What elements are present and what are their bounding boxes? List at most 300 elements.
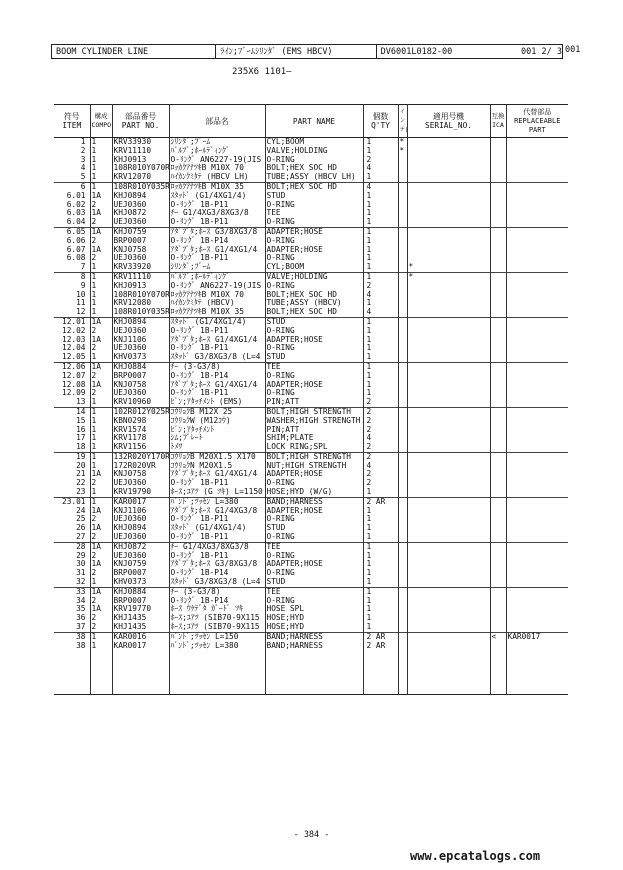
cell-qty: 1 <box>363 524 398 533</box>
cell-int <box>398 182 407 191</box>
cell-item: 35 <box>76 604 86 614</box>
cell-part-name: SHIM;PLATE <box>265 434 363 443</box>
cell-ica <box>490 308 506 317</box>
cell-ica <box>490 209 506 218</box>
cell-compo: 2 <box>90 389 112 398</box>
cell-part-no: KHJ0913 <box>112 282 169 291</box>
cell-serial <box>407 597 490 606</box>
cell-compo: 1A <box>90 246 112 255</box>
cell-part-no: KNJ0758 <box>112 381 169 390</box>
cell-qty: 1 <box>363 336 398 345</box>
cell-ica <box>490 417 506 426</box>
cell-ica <box>490 407 506 416</box>
cell-ica <box>490 398 506 407</box>
cell-replaceable <box>506 353 568 362</box>
cell-name-jp: O-ﾘﾝｸﾞ 1B-P11 <box>169 201 265 210</box>
cell-serial <box>407 479 490 488</box>
cell-name-jp: O-ﾘﾝｸﾞ 1B-P14 <box>169 237 265 246</box>
cell-compo: 1 <box>90 156 112 165</box>
cell-part-no: UEJ0360 <box>112 479 169 488</box>
cell-qty: 1 <box>363 272 398 281</box>
cell-part-name: O-RING <box>265 237 363 246</box>
cell-serial <box>407 434 490 443</box>
cell-item: 10 <box>76 289 86 299</box>
cell-ica <box>490 164 506 173</box>
cell-part-no: KHV0373 <box>112 578 169 587</box>
cell-replaceable <box>506 381 568 390</box>
cell-int <box>398 542 407 551</box>
cell-int <box>398 605 407 614</box>
cell-part-no: KNJ1106 <box>112 507 169 516</box>
cell-replaceable <box>506 362 568 371</box>
cell-part-name: BAND;HARNESS <box>265 642 363 651</box>
cell-item: 12.02 <box>62 325 86 335</box>
cell-compo: 1 <box>90 452 112 461</box>
cell-compo: 1 <box>90 164 112 173</box>
cell-compo: 1A <box>90 542 112 551</box>
cell-qty: 4 <box>363 182 398 191</box>
cell-item: 6.04 <box>66 217 86 227</box>
cell-compo: 1 <box>90 462 112 471</box>
cell-int <box>398 272 407 281</box>
cell-replaceable <box>506 488 568 497</box>
cell-replaceable <box>506 443 568 452</box>
cell-serial <box>407 246 490 255</box>
cell-part-name: O-RING <box>265 515 363 524</box>
cell-replaceable <box>506 587 568 596</box>
table-row <box>54 398 568 407</box>
cell-int <box>398 642 407 651</box>
cell-serial <box>407 218 490 227</box>
cell-name-jp: O-ﾘﾝｸﾞ 1B-P11 <box>169 479 265 488</box>
cell-part-no: KRV1178 <box>112 434 169 443</box>
cell-part-name: O-RING <box>265 569 363 578</box>
cell-part-name: ADAPTER;HOSE <box>265 507 363 516</box>
cell-part-name: TEE <box>265 587 363 596</box>
cell-compo: 2 <box>90 237 112 246</box>
cell-serial <box>407 201 490 210</box>
cell-part-no: KBN0298 <box>112 417 169 426</box>
cell-int <box>398 479 407 488</box>
cell-replaceable <box>506 327 568 336</box>
cell-int <box>398 452 407 461</box>
cell-replaceable <box>506 605 568 614</box>
cell-name-jp: ｺｳﾘｮｸB M20X1.5 X170 <box>169 452 265 461</box>
cell-ica <box>490 462 506 471</box>
cell-serial <box>407 327 490 336</box>
cell-part-no: 108R010Y070R <box>113 289 170 299</box>
cell-serial <box>407 552 490 561</box>
cell-qty: 1 <box>363 218 398 227</box>
cell-ica <box>490 488 506 497</box>
cell-replaceable <box>506 173 568 182</box>
cell-compo: 1A <box>90 507 112 516</box>
cell-part-name: O-RING <box>265 327 363 336</box>
cell-compo: 2 <box>90 201 112 210</box>
cell-item: 25 <box>76 514 86 524</box>
cell-name-jp: ﾛｯｶｸｱﾅﾂｷB M10X 70 <box>169 291 265 300</box>
cell-part-name: STUD <box>265 317 363 326</box>
cell-replaceable <box>506 299 568 308</box>
cell-int <box>398 308 407 317</box>
cell-qty: 2 <box>363 470 398 479</box>
cell-ica <box>490 642 506 651</box>
cell-serial <box>407 632 490 641</box>
cell-part-name: NUT;HIGH STRENGTH <box>265 462 363 471</box>
cell-compo: 2 <box>90 533 112 542</box>
cell-compo: 1 <box>90 497 112 506</box>
cell-name-jp: ﾊﾞﾙﾌﾞ;ﾎｰﾙﾃﾞｨﾝｸﾞ <box>169 272 265 281</box>
cell-ica <box>490 597 506 606</box>
cell-int <box>398 291 407 300</box>
cell-item: 12.04 <box>62 343 86 353</box>
cell-ica <box>490 507 506 516</box>
cell-ica <box>490 299 506 308</box>
cell-name-jp: O-ﾘﾝｸﾞ 1B-P14 <box>169 372 265 381</box>
cell-ica <box>490 552 506 561</box>
cell-compo: 1 <box>90 407 112 416</box>
cell-part-name: ADAPTER;HOSE <box>265 381 363 390</box>
cell-name-jp: O-ﾘﾝｸﾞ AN6227-19(JIS <box>169 282 265 291</box>
cell-part-name: TEE <box>265 209 363 218</box>
cell-part-name: O-RING <box>265 533 363 542</box>
cell-ica <box>490 156 506 165</box>
cell-serial <box>407 497 490 506</box>
table-filler <box>54 650 568 695</box>
cell-item: 37 <box>76 622 86 632</box>
cell-compo: 1 <box>90 138 112 147</box>
cell-part-name: ADAPTER;HOSE <box>265 470 363 479</box>
cell-serial <box>407 443 490 452</box>
cell-name-jp: ﾊｲｶﾝｸﾐﾀﾃ (HBCV LH) <box>169 173 265 182</box>
cell-part-name: O-RING <box>265 552 363 561</box>
cell-item: 26 <box>76 523 86 533</box>
cell-name-jp: ｼﾘﾝﾀﾞ;ﾌﾞｰﾑ <box>169 263 265 272</box>
cell-int <box>398 443 407 452</box>
cell-replaceable <box>506 272 568 281</box>
cell-replaceable <box>506 147 568 156</box>
table-row <box>54 533 568 542</box>
cell-part-name: TEE <box>265 542 363 551</box>
cell-part-no: KAR0017 <box>112 497 169 506</box>
cell-item: 12.07 <box>62 370 86 380</box>
cell-part-name: STUD <box>265 578 363 587</box>
cell-serial <box>407 372 490 381</box>
cell-item: 15 <box>76 415 86 425</box>
cell-qty: 1 <box>363 227 398 236</box>
cell-replaceable <box>506 227 568 236</box>
cell-item: 6.08 <box>66 253 86 263</box>
cell-int <box>398 173 407 182</box>
cell-replaceable <box>506 497 568 506</box>
cell-qty: 1 <box>363 560 398 569</box>
cell-item: 6.07 <box>66 244 86 254</box>
cell-ica <box>490 327 506 336</box>
cell-compo: 2 <box>90 218 112 227</box>
table-row <box>54 623 568 632</box>
cell-int <box>398 254 407 263</box>
col-replaceable: 代替部品 REPLACEABLE PART <box>506 105 568 138</box>
cell-qty: 1 <box>363 299 398 308</box>
cell-serial <box>407 462 490 471</box>
cell-qty: 2 <box>363 452 398 461</box>
cell-qty: 1 <box>363 327 398 336</box>
col-compo: 構成 COMPO <box>90 105 112 138</box>
cell-replaceable <box>506 479 568 488</box>
cell-compo: 1 <box>90 263 112 272</box>
cell-replaceable <box>506 470 568 479</box>
cell-serial <box>407 192 490 201</box>
cell-name-jp: O-ﾘﾝｸﾞ 1B-P11 <box>169 389 265 398</box>
cell-part-no: UEJ0360 <box>112 389 169 398</box>
cell-name-jp: ｺｳﾘｮｸW (M12ｺｳ) <box>169 417 265 426</box>
cell-replaceable <box>506 237 568 246</box>
cell-part-no: KHJ0894 <box>112 192 169 201</box>
cell-int <box>398 336 407 345</box>
cell-name-jp: ﾋﾟﾝ;ｱﾀｯﾁﾒﾝﾄ <box>169 426 265 435</box>
cell-int <box>398 560 407 569</box>
cell-int <box>398 398 407 407</box>
cell-int <box>398 407 407 416</box>
cell-ica <box>490 263 506 272</box>
cell-part-name: O-RING <box>265 372 363 381</box>
cell-item: 14 <box>54 407 90 416</box>
cell-ica <box>490 282 506 291</box>
cell-part-no: KRV33930 <box>112 138 169 147</box>
cell-compo: 2 <box>90 327 112 336</box>
cell-part-no: KRV11110 <box>112 147 169 156</box>
cell-item: 31 <box>76 568 86 578</box>
cell-ica <box>490 533 506 542</box>
cell-item: 28 <box>54 542 90 551</box>
cell-replaceable <box>506 434 568 443</box>
cell-part-no: KRV1574 <box>112 426 169 435</box>
cell-item: 17 <box>76 433 86 443</box>
cell-serial <box>407 515 490 524</box>
cell-part-no: 172R020VR <box>112 462 169 471</box>
cell-part-no: UEJ0360 <box>112 218 169 227</box>
cell-part-name: O-RING <box>265 282 363 291</box>
cell-item: 23.01 <box>54 497 90 506</box>
cell-item: 19 <box>54 452 90 461</box>
cell-int <box>398 507 407 516</box>
cell-ica <box>490 362 506 371</box>
cell-qty: 1 <box>363 353 398 362</box>
page-number: - 384 - <box>293 830 330 840</box>
cell-replaceable <box>506 336 568 345</box>
cell-name-jp: ﾊﾞﾙﾌﾞ;ﾎｰﾙﾃﾞｨﾝｸﾞ <box>169 147 265 156</box>
cell-qty: 1 <box>363 237 398 246</box>
cell-name-jp: ﾊﾞﾝﾄﾞ;ﾂｯｾﾝ L=380 <box>169 497 265 506</box>
cell-item: 16 <box>76 424 86 434</box>
cell-serial <box>407 578 490 587</box>
cell-compo: 1A <box>90 336 112 345</box>
cell-qty: 2 <box>363 479 398 488</box>
cell-compo: 2 <box>90 614 112 623</box>
cell-int <box>398 344 407 353</box>
cell-serial <box>407 308 490 317</box>
cell-part-no: KHJ1435 <box>112 623 169 632</box>
cell-part-no: KHV0373 <box>112 353 169 362</box>
cell-replaceable <box>506 209 568 218</box>
cell-name-jp: ﾎｰｽ ｳｹﾃﾞﾀ ｶﾞｰﾄﾞ ﾂｷ <box>169 605 265 614</box>
cell-compo: 2 <box>90 552 112 561</box>
cell-ica <box>490 192 506 201</box>
cell-qty: 2 <box>363 407 398 416</box>
cell-int <box>398 515 407 524</box>
cell-part-name: TUBE;ASSY (HBCV LH) <box>265 173 363 182</box>
cell-replaceable <box>506 507 568 516</box>
cell-serial <box>407 488 490 497</box>
cell-part-no: KNJ0759 <box>112 560 169 569</box>
cell-replaceable <box>506 407 568 416</box>
cell-part-name: STUD <box>265 192 363 201</box>
cell-int <box>398 317 407 326</box>
cell-part-no: KRV19790 <box>112 488 169 497</box>
col-part-name: PART NAME <box>265 105 363 138</box>
cell-ica <box>490 218 506 227</box>
cell-qty: 1 <box>363 201 398 210</box>
cell-part-name: BOLT;HIGH STRENGTH <box>265 452 363 461</box>
cell-part-no: KHJ1435 <box>112 614 169 623</box>
cell-compo: 1A <box>90 381 112 390</box>
cell-serial <box>407 147 490 156</box>
cell-replaceable <box>506 597 568 606</box>
cell-serial <box>407 164 490 173</box>
cell-part-no: KHJ0913 <box>112 156 169 165</box>
cell-ica <box>490 372 506 381</box>
cell-qty: 1 <box>363 515 398 524</box>
cell-ica <box>490 389 506 398</box>
cell-ica <box>490 560 506 569</box>
cell-part-no: KRV11110 <box>112 272 169 281</box>
cell-part-name: ADAPTER;HOSE <box>265 246 363 255</box>
cell-serial <box>407 533 490 542</box>
cell-replaceable <box>506 138 568 147</box>
cell-serial <box>407 381 490 390</box>
cell-serial <box>407 353 490 362</box>
cell-compo: 1A <box>90 587 112 596</box>
cell-item: 13 <box>76 397 86 407</box>
cell-qty: 1 <box>363 173 398 182</box>
cell-name-jp: O-ﾘﾝｸﾞ AN6227-19(JIS <box>169 156 265 165</box>
cell-replaceable <box>506 614 568 623</box>
cell-name-jp: ﾁｰ G1/4XG3/8XG3/8 <box>169 542 265 551</box>
cell-item: 34 <box>76 595 86 605</box>
cell-part-no: BRP0007 <box>112 372 169 381</box>
cell-part-name: STUD <box>265 524 363 533</box>
cell-serial <box>407 227 490 236</box>
cell-item: 33 <box>54 587 90 596</box>
cell-item: 4 <box>80 163 86 173</box>
cell-name-jp: ﾛｯｶｸｱﾅﾂｷB M10X 35 <box>169 182 265 191</box>
cell-item: 20 <box>76 460 86 470</box>
cell-name-jp: ｽﾀｯﾄﾞ (G1/4XG1/4) <box>169 192 265 201</box>
cell-compo: 2 <box>90 254 112 263</box>
cell-compo: 1 <box>90 147 112 156</box>
cell-part-no: KHJ0759 <box>112 227 169 236</box>
cell-name-jp: ﾎｰｽ;ﾕｱﾂ (G ﾂｷ) L=1150 <box>169 488 265 497</box>
parts-table <box>54 104 568 695</box>
cell-qty: 2 <box>363 426 398 435</box>
cell-qty: 4 <box>363 308 398 317</box>
cell-name-jp: ｺｳﾘｮｸB M12X 25 <box>169 407 265 416</box>
cell-compo: 1A <box>90 192 112 201</box>
cell-name-jp: O-ﾘﾝｸﾞ 1B-P11 <box>169 327 265 336</box>
cell-int <box>398 282 407 291</box>
cell-part-no: KAR0016 <box>112 632 169 641</box>
cell-qty: 1 <box>363 533 398 542</box>
cell-item: 6.02 <box>66 199 86 209</box>
cell-serial <box>407 417 490 426</box>
cell-qty: 1 <box>363 552 398 561</box>
cell-ica <box>490 452 506 461</box>
cell-int <box>398 524 407 533</box>
cell-int <box>398 327 407 336</box>
cell-compo: 2 <box>90 372 112 381</box>
cell-item: 38 <box>54 632 90 641</box>
cell-part-no: UEJ0360 <box>112 533 169 542</box>
cell-int <box>398 552 407 561</box>
cell-ica <box>490 353 506 362</box>
cell-qty: 2 <box>363 156 398 165</box>
cell-item: 21 <box>76 469 86 479</box>
cell-name-jp: ﾁｰ G1/4XG3/8XG3/8 <box>169 209 265 218</box>
cell-name-jp: ｽﾀｯﾄﾞ (G1/4XG1/4) <box>169 524 265 533</box>
cell-item: 6.01 <box>66 190 86 200</box>
cell-serial <box>407 138 490 147</box>
cell-part-name: PIN;ATT <box>265 398 363 407</box>
cell-name-jp: ﾎｰｽ;ﾕｱﾂ (SIB70-9X115 <box>169 614 265 623</box>
cell-compo: 1A <box>90 524 112 533</box>
cell-name-jp: O-ﾘﾝｸﾞ 1B-P11 <box>169 254 265 263</box>
cell-ica <box>490 227 506 236</box>
cell-qty: 1 <box>363 138 398 147</box>
cell-ica <box>490 587 506 596</box>
cell-name-jp: ｱﾀﾞﾌﾟﾀ;ﾎｰｽ G3/8XG3/8 <box>169 227 265 236</box>
cell-ica <box>490 614 506 623</box>
cell-name-jp: ｱﾀﾞﾌﾟﾀ;ﾎｰｽ G1/4XG1/4 <box>169 336 265 345</box>
cell-part-no: KHJ0894 <box>112 524 169 533</box>
cell-compo: 1 <box>90 291 112 300</box>
cell-compo: 1A <box>90 605 112 614</box>
cell-part-no: BRP0007 <box>112 569 169 578</box>
cell-part-no: KNJ0758 <box>112 246 169 255</box>
cell-part-no: KRV1156 <box>112 443 169 452</box>
cell-part-name: WASHER;HIGH STRENGTH <box>265 417 363 426</box>
cell-int <box>398 237 407 246</box>
cell-ica <box>490 434 506 443</box>
cell-int <box>398 372 407 381</box>
cell-item: 2 <box>80 145 86 155</box>
cell-serial <box>407 182 490 191</box>
doc-number: DV6001L0182-00 <box>380 47 453 57</box>
cell-part-name: ADAPTER;HOSE <box>265 336 363 345</box>
cell-replaceable <box>506 533 568 542</box>
cell-item: 24 <box>76 505 86 515</box>
cell-part-no: KAR0017 <box>112 642 169 651</box>
cell-name-jp: ﾊﾞﾝﾄﾞ;ﾂｯｾﾝ L=380 <box>169 642 265 651</box>
cell-qty: 1 <box>363 254 398 263</box>
cell-part-name: HOSE SPL <box>265 605 363 614</box>
cell-serial <box>407 282 490 291</box>
cell-part-no: BRP0007 <box>112 237 169 246</box>
cell-item: 9 <box>80 280 86 290</box>
cell-name-jp: ｽﾀｯﾄﾞ G3/8XG3/8 (L=4 <box>169 578 265 587</box>
cell-replaceable <box>506 515 568 524</box>
cell-qty: 1 <box>363 147 398 156</box>
cell-int <box>398 164 407 173</box>
